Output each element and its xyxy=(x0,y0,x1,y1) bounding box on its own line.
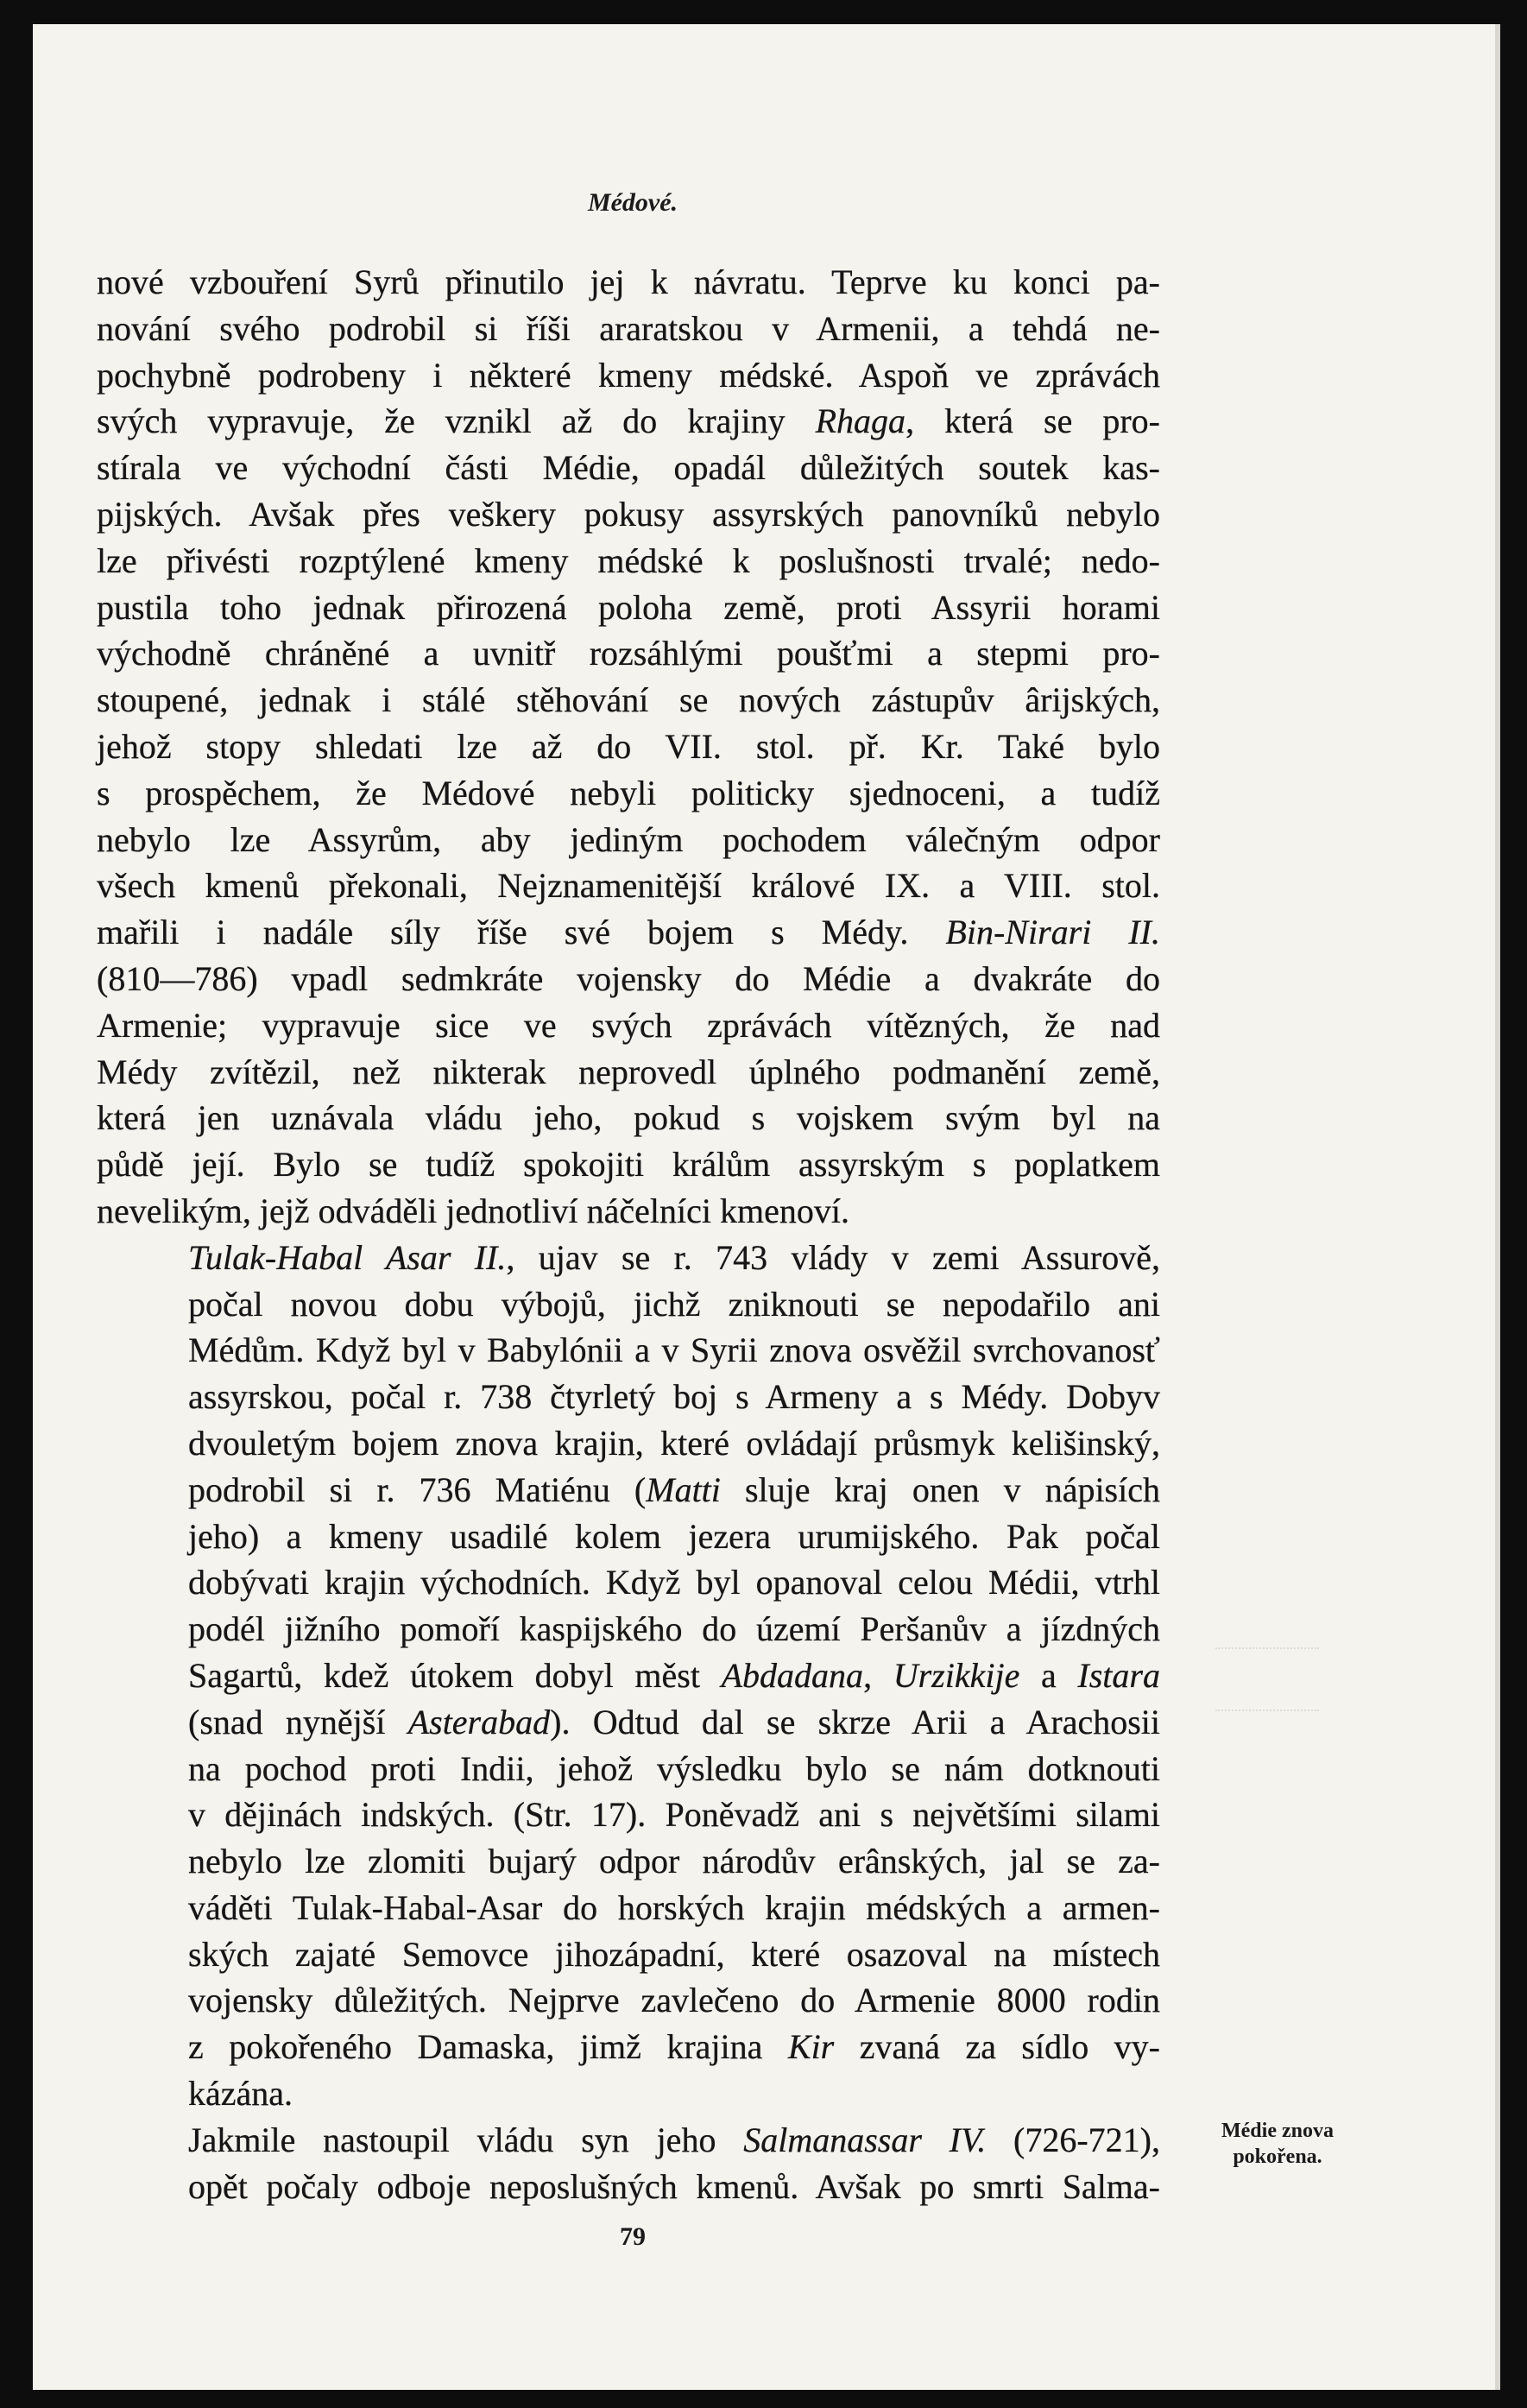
text-line: assyrskou, počal r. 738 čtyrletý boj s Armeny a s Médy. Dobyv xyxy=(188,1377,1160,1417)
text-line: opět počaly odboje neposlušných kmenů. Avšak po smrti Salma- xyxy=(188,2166,1160,2206)
text-line xyxy=(97,909,1160,956)
text-line xyxy=(97,398,1160,445)
paragraph xyxy=(97,2117,1160,2210)
text-line: dvouletým bojem znova krajin, které ovládají průsmyk kelišinský, xyxy=(188,1423,1160,1463)
text-line: počal novou dobu výbojů, jichž zniknouti se nepodařilo ani xyxy=(188,1284,1160,1324)
place-name: Istara xyxy=(1077,1655,1160,1695)
text-segment: , ujav se r. 743 vlády v zemi Assurově, xyxy=(506,1237,1160,1277)
body-text xyxy=(97,259,1160,2209)
text-line: jeho) a kmeny usadilé kolem jezera urumijského. Pak počal xyxy=(188,1516,1160,1556)
text-line xyxy=(97,1235,1160,1281)
text-segment: , xyxy=(863,1655,893,1695)
text-line: všech kmenů překonali, Nejznamenitější králové IX. a VIII. stol. xyxy=(97,866,1160,906)
text-segment: a xyxy=(1019,1655,1078,1695)
text-segment: (snad nynější xyxy=(188,1702,408,1741)
text-line: s prospěchem, že Médové nebyli politicky sjednoceni, a tudíž xyxy=(97,773,1160,812)
text-line: v dějinách indských. (Str. 17). Poněvadž ani s největšími silami xyxy=(188,1795,1160,1835)
text-line: jehož stopy shledati lze až do VII. stol. př. Kr. Také bylo xyxy=(97,726,1160,766)
ruler-name: Tulak-Habal Asar II. xyxy=(188,1237,507,1277)
paragraph xyxy=(97,259,1160,1235)
text-line: pijských. Avšak přes veškery pokusy assyrských panovníků nebylo xyxy=(97,494,1160,534)
text-line: nebylo lze zlomiti bujarý odpor národův erânských, jal se za- xyxy=(188,1842,1160,1881)
text-line xyxy=(97,2024,1160,2070)
margin-note xyxy=(1174,2118,1381,2170)
place-name: Rhaga xyxy=(815,401,906,441)
page-number: 79 xyxy=(620,2222,646,2251)
text-line: podél jižního pomoří kaspijského do území Peršanův a jízdných xyxy=(188,1609,1160,1649)
text-line xyxy=(97,1467,1160,1514)
ruler-name: Salmanassar IV. xyxy=(743,2120,987,2159)
text-line: která jen uznávala vládu jeho, pokud s vojskem svým byl na xyxy=(97,1098,1160,1138)
place-name: Abdadana xyxy=(721,1655,864,1695)
text-line: na pochod proti Indii, jehož výsledku bylo se nám dotknouti xyxy=(188,1748,1160,1788)
book-page xyxy=(33,24,1500,2390)
text-segment: Sagartů, kdež útokem dobyl měst xyxy=(188,1655,722,1695)
text-line: pustila toho jednak přirozená poloha země, proti Assyrii horami xyxy=(97,587,1160,627)
text-segment: (726-721), xyxy=(986,2120,1160,2159)
text-line: váděti Tulak-Habal-Asar do horských krajin médských a armen- xyxy=(188,1887,1160,1927)
text-line: půdě její. Bylo se tudíž spokojiti králům assyrským s poplatkem xyxy=(97,1145,1160,1185)
place-name: Matti xyxy=(646,1469,721,1509)
text-line: nevelikým, jejž odváděli jednotliví náčelníci kmenoví. xyxy=(97,1191,849,1230)
text-line xyxy=(97,1699,1160,1746)
place-name: Asterabad xyxy=(407,1702,551,1741)
text-line: nování svého podrobil si říši araratskou v Armenii, a tehdá ne- xyxy=(97,308,1160,348)
text-segment: , která se pro- xyxy=(905,401,1160,441)
text-line: lze přivésti rozptýlené kmeny médské k poslušnosti trvalé; nedo- xyxy=(97,540,1160,580)
ruler-name: Bin-Nirari II. xyxy=(945,913,1160,952)
text-line: pochybně podrobeny i některé kmeny médské. Aspoň ve zprávách xyxy=(97,355,1160,395)
text-segment: Jakmile nastoupil vládu syn jeho xyxy=(188,2120,744,2159)
text-segment: sluje kraj onen v nápisích xyxy=(720,1469,1160,1509)
text-segment: z pokořeného Damaska, jimž krajina xyxy=(188,2027,788,2067)
text-line: Médům. Když byl v Babylónii a v Syrii znova osvěžil svrchovanosť xyxy=(188,1330,1160,1370)
text-line: dobývati krajin východních. Když byl opanoval celou Médii, vtrhl xyxy=(188,1563,1160,1602)
text-line: stírala ve východní části Médie, opadál důležitých soutek kas- xyxy=(97,448,1160,488)
text-line: východně chráněné a uvnitř rozsáhlými poušťmi a stepmi pro- xyxy=(97,634,1160,673)
text-line: ských zajaté Semovce jihozápadní, které osazoval na místech xyxy=(188,1934,1160,1974)
place-name: Kir xyxy=(787,2027,835,2067)
text-line xyxy=(97,2117,1160,2164)
text-line: Armenie; vypravuje sice ve svých zprávách vítězných, že nad xyxy=(97,1005,1160,1045)
text-line: Médy zvítězil, než nikterak neprovedl úplného podmanění země, xyxy=(97,1052,1160,1091)
bleed-through-mark xyxy=(1215,1647,1319,1711)
text-segment: podrobil si r. 736 Matiénu ( xyxy=(188,1469,647,1509)
place-name: Urzikkije xyxy=(893,1655,1020,1695)
text-segment: zvaná za sídlo vy- xyxy=(834,2027,1160,2067)
margin-note-line: pokořena. xyxy=(1233,2146,1322,2168)
text-line: kázána. xyxy=(188,2074,293,2114)
paragraph xyxy=(97,1235,1160,2117)
text-line: (810—786) vpadl sedmkráte vojensky do Médie a dvakráte do xyxy=(97,958,1160,998)
text-line: nové vzbouření Syrů přinutilo jej k návratu. Teprve ku konci pa- xyxy=(97,262,1160,301)
running-head: Médové. xyxy=(587,188,678,217)
text-line: vojensky důležitých. Nejprve zavlečeno do Armenie 8000 rodin xyxy=(188,1981,1160,2020)
margin-note-line: Médie znova xyxy=(1221,2120,1334,2142)
text-line: nebylo lze Assyrům, aby jediným pochodem válečným odpor xyxy=(97,819,1160,859)
text-segment: ). Odtud dal se skrze Arii a Arachosii xyxy=(550,1702,1161,1741)
text-segment: mařili i nadále síly říše své bojem s Médy. xyxy=(97,913,946,952)
text-line xyxy=(97,1653,1160,1699)
text-segment: svých vypravuje, že vznikl až do krajiny xyxy=(97,401,816,441)
text-line: stoupené, jednak i stálé stěhování se nových zástupův ârijských, xyxy=(97,680,1160,720)
